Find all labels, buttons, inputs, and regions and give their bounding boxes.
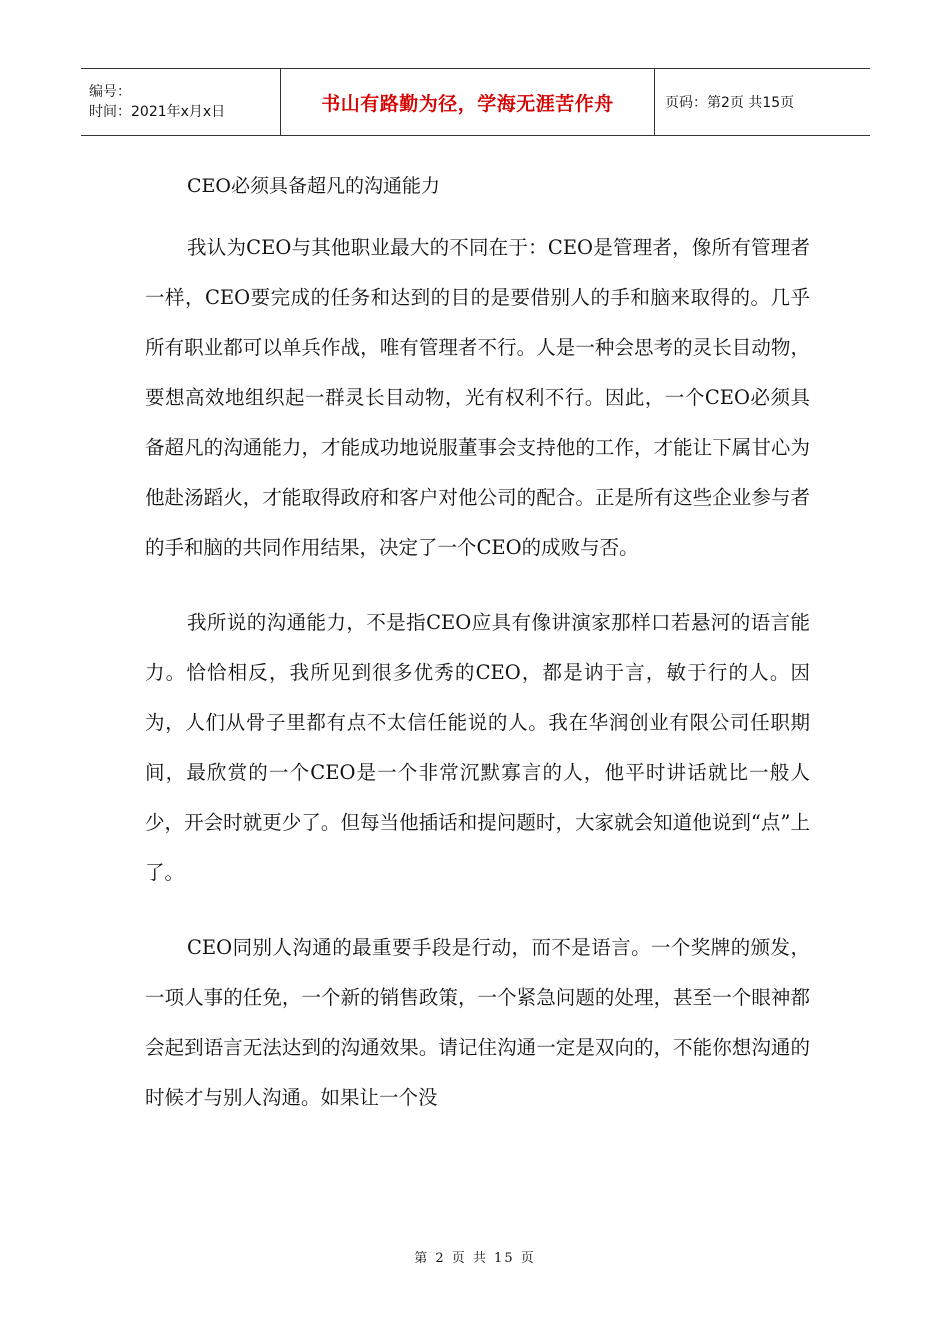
paragraph-2: 我所说的沟通能力，不是指CEO应具有像讲演家那样口若悬河的语言能力。恰恰相反，我所见到很多优秀的CEO，都是讷于言，敏于行的人。因为，人们从骨子里都有点不太信任能说的人。我在华润创业有限公司任职期间，最欣赏的一个CEO是一个非常沉默寡言的人，他平时讲话就比一般人少，开会时就更少了。但每当他插话和提问题时，大家就会知道他说到“点”上了。 xyxy=(145,611,810,884)
document-date-label: 时间：2021年x月x日 xyxy=(89,104,226,120)
header-meta-cell xyxy=(81,69,281,135)
paragraph-3: CEO同别人沟通的最重要手段是行动，而不是语言。一个奖牌的颁发，一项人事的任免，一个新的销售政策，一个紧急问题的处理，甚至一个眼神都会起到语言无法达到的沟通效果。请记住沟通一定是双向的，不能你想沟通的时候才与别人沟通。如果让一个没 xyxy=(145,936,810,1109)
header-page-cell xyxy=(655,69,870,135)
header-motto: 书山有路勤为径，学海无涯苦作舟 xyxy=(321,92,614,115)
paragraph-1: 我认为CEO与其他职业最大的不同在于：CEO是管理者，像所有管理者一样，CEO要完成的任务和达到的目的是要借别人的手和脑来取得的。几乎所有职业都可以单兵作战，唯有管理者不行。人是一种会思考的灵长目动物，要想高效地组织起一群灵长目动物，光有权利不行。因此，一个CEO必须具备超凡的沟通能力，才能成功地说服董事会支持他的工作，才能让下属甘心为他赴汤蹈火，才能取得政府和客户对他公司的配合。正是所有这些企业参与者的手和脑的共同作用结果，决定了一个CEO的成败与否。 xyxy=(145,236,810,559)
document-body xyxy=(145,168,810,1148)
document-number-label: 编号： xyxy=(89,84,131,100)
header-motto-cell xyxy=(281,69,655,135)
document-title: CEO必须具备超凡的沟通能力 xyxy=(187,175,440,197)
header-page-info: 页码：第2页 共15页 xyxy=(665,95,795,111)
page-footer xyxy=(0,1247,950,1266)
page-header xyxy=(81,68,870,136)
footer-page-number: 第 2 页 共 15 页 xyxy=(414,1251,536,1266)
